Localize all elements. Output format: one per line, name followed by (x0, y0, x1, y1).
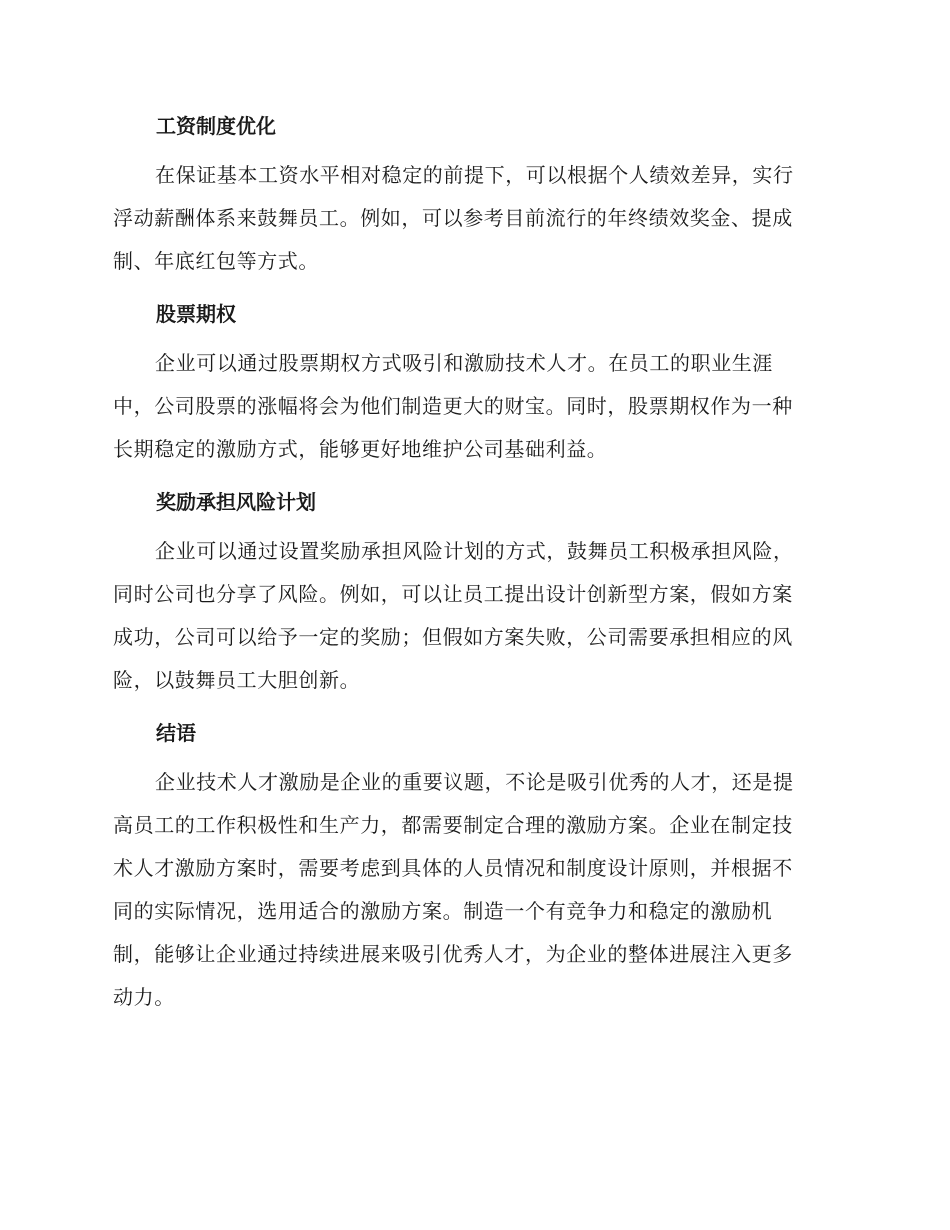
paragraph-line: 中，公司股票的涨幅将会为他们制造更大的财宝。同时，股票期权作为一种 (113, 394, 793, 418)
section-paragraph (113, 530, 833, 702)
document-body (113, 105, 833, 1029)
paragraph-line: 高员工的工作积极性和生产力，都需要制定合理的激励方案。企业在制定技 (113, 813, 793, 837)
paragraph-line: 制、年底红包等方式。 (113, 249, 319, 273)
section-heading: 工资制度优化 (156, 114, 276, 138)
paragraph-line: 浮动薪酬体系来鼓舞员工。例如，可以参考目前流行的年终绩效奖金、提成 (113, 206, 793, 230)
paragraph-line: 同的实际情况，选用适合的激励方案。制造一个有竞争力和稳定的激励机 (113, 899, 773, 923)
section-stock-options (113, 293, 833, 471)
section-paragraph (113, 342, 833, 471)
section-conclusion (113, 712, 833, 1019)
paragraph-line: 成功，公司可以给予一定的奖励；但假如方案失败，公司需要承担相应的风 (113, 625, 793, 649)
section-paragraph (113, 761, 833, 1019)
paragraph-line: 动力。 (113, 985, 175, 1009)
paragraph-line: 企业可以通过股票期权方式吸引和激励技术人才。在员工的职业生涯 (155, 351, 773, 375)
paragraph-line: 长期稳定的激励方式，能够更好地维护公司基础利益。 (113, 437, 608, 461)
section-risk-plan (113, 481, 833, 702)
section-salary (113, 105, 833, 283)
paragraph-line: 制，能够让企业通过持续进展来吸引优秀人才，为企业的整体进展注入更多 (113, 942, 793, 966)
section-paragraph (113, 154, 833, 283)
paragraph-line: 术人才激励方案时，需要考虑到具体的人员情况和制度设计原则，并根据不 (113, 856, 793, 880)
paragraph-line: 企业可以通过设置奖励承担风险计划的方式，鼓舞员工积极承担风险， (155, 539, 794, 563)
section-heading: 结语 (156, 721, 196, 745)
paragraph-line: 企业技术人才激励是企业的重要议题，不论是吸引优秀的人才，还是提 (155, 770, 794, 794)
paragraph-line: 险，以鼓舞员工大胆创新。 (113, 668, 361, 692)
paragraph-line: 同时公司也分享了风险。例如，可以让员工提出设计创新型方案，假如方案 (113, 582, 793, 606)
section-heading: 股票期权 (156, 302, 236, 326)
paragraph-line: 在保证基本工资水平相对稳定的前提下，可以根据个人绩效差异，实行 (155, 163, 794, 187)
section-heading: 奖励承担风险计划 (156, 490, 316, 514)
